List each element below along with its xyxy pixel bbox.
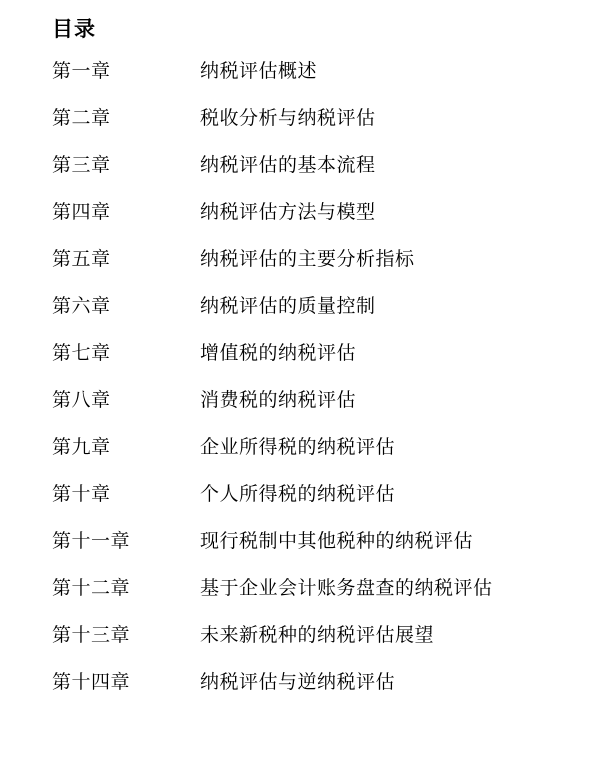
list-item[interactable] <box>0 518 607 565</box>
list-item[interactable] <box>0 612 607 659</box>
chapter-number: 第十一章 <box>52 530 131 552</box>
chapter-number: 第八章 <box>52 389 111 411</box>
list-item[interactable] <box>0 377 607 424</box>
chapter-number: 第十三章 <box>52 624 131 646</box>
chapter-title: 纳税评估与逆纳税评估 <box>200 671 396 693</box>
list-item[interactable] <box>0 189 607 236</box>
chapter-title: 个人所得税的纳税评估 <box>200 483 396 505</box>
page-title: 目录 <box>52 17 96 41</box>
list-item[interactable] <box>0 236 607 283</box>
chapter-title: 未来新税种的纳税评估展望 <box>200 624 435 646</box>
chapter-title: 企业所得税的纳税评估 <box>200 436 396 458</box>
list-item[interactable] <box>0 95 607 142</box>
chapter-title: 纳税评估概述 <box>200 60 318 82</box>
chapter-title: 税收分析与纳税评估 <box>200 107 376 129</box>
list-item[interactable] <box>0 659 607 706</box>
list-item[interactable] <box>0 565 607 612</box>
list-item[interactable] <box>0 283 607 330</box>
chapter-number: 第七章 <box>52 342 111 364</box>
chapter-number: 第九章 <box>52 436 111 458</box>
chapter-title: 消费税的纳税评估 <box>200 389 357 411</box>
list-item[interactable] <box>0 471 607 518</box>
list-item[interactable] <box>0 330 607 377</box>
chapter-title: 纳税评估方法与模型 <box>200 201 376 223</box>
chapter-number: 第一章 <box>52 60 111 82</box>
chapter-number: 第五章 <box>52 248 111 270</box>
chapter-number: 第三章 <box>52 154 111 176</box>
chapter-title: 增值税的纳税评估 <box>200 342 357 364</box>
chapter-title: 纳税评估的质量控制 <box>200 295 376 317</box>
list-item[interactable] <box>0 48 607 95</box>
chapter-title: 纳税评估的主要分析指标 <box>200 248 415 270</box>
chapter-title: 现行税制中其他税种的纳税评估 <box>200 530 474 552</box>
chapter-number: 第十章 <box>52 483 111 505</box>
chapter-number: 第十二章 <box>52 577 131 599</box>
table-of-contents <box>0 48 607 706</box>
chapter-number: 第二章 <box>52 107 111 129</box>
chapter-number: 第六章 <box>52 295 111 317</box>
chapter-title: 基于企业会计账务盘查的纳税评估 <box>200 577 493 599</box>
chapter-number: 第四章 <box>52 201 111 223</box>
list-item[interactable] <box>0 142 607 189</box>
chapter-title: 纳税评估的基本流程 <box>200 154 376 176</box>
list-item[interactable] <box>0 424 607 471</box>
chapter-number: 第十四章 <box>52 671 131 693</box>
